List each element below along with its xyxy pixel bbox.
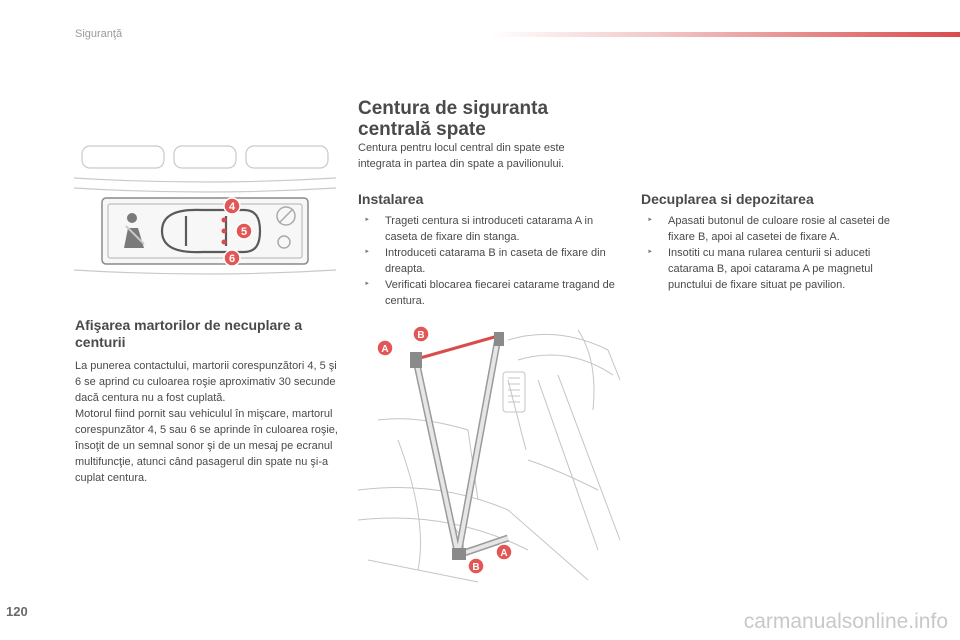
list-item: ‣ Verificati blocarea fiecarei catarame tragand de centura. [358, 277, 620, 309]
overhead-lamp-panel-illustration [74, 140, 336, 290]
callout-upper-b [413, 326, 429, 342]
release-heading: Decuplarea si depozitarea [641, 191, 814, 207]
callout-lower-a [496, 544, 512, 560]
upper-buckle-a [410, 352, 422, 368]
warning-paragraph-1: La punerea contactului, martorii corespunzători 4, 5 şi 6 se aprind cu culoarea roşie aproximativ 30 secunde dacă centura nu a fost cuplată. [75, 360, 337, 404]
intro-text: Centura pentru locul central din spate este integrata in partea din spate a pavilionului. [358, 142, 565, 170]
rear-seatbelt-illustration [358, 320, 620, 586]
warning-paragraph-2: Motorul fiind pornit sau vehiculul în mişcare, martorul corespunzător 4, 5 sau 6 se aprinde în culoarea roşie, însoţit de un semnal sonor şi de un mesaj pe ecranul multifuncţie, atunci când pasagerul din spate nu şi-a cuplat centura. [75, 408, 338, 484]
list-item: ‣ Insotiti cu mana rularea centurii si aduceti catarama B, apoi catarama A pe magnetul punctului de fixare situat pe pavilion. [641, 245, 903, 293]
magnet-link-line [420, 336, 498, 358]
callout-upper-a [377, 340, 393, 356]
upper-buckle-b [494, 332, 504, 346]
section-label: Siguranţă [75, 28, 123, 40]
svg-text:4: 4 [228, 201, 236, 213]
svg-text:5: 5 [240, 226, 248, 238]
install-heading: Instalarea [358, 191, 424, 207]
release-steps-list [641, 213, 903, 293]
install-steps-list [358, 213, 620, 309]
lower-buckle [452, 548, 466, 560]
callout-lamp-5 [236, 223, 252, 239]
page-number: 120 [6, 604, 28, 619]
svg-text:B: B [472, 562, 480, 573]
header-accent-bar [490, 32, 960, 37]
warning-lamps-text [75, 358, 339, 486]
list-item: ‣ Apasati butonul de culoare rosie al casetei de fixare B, apoi al casetei de fixare A. [641, 213, 903, 245]
svg-text:B: B [417, 330, 425, 341]
title-line-2: centrală spate [358, 119, 486, 140]
title-line-1: Centura de siguranta [358, 98, 549, 119]
warning-lamp-dots [222, 218, 227, 245]
callout-lamp-6 [224, 250, 240, 266]
svg-text:A: A [500, 548, 508, 559]
svg-text:6: 6 [228, 253, 236, 265]
svg-text:A: A [381, 344, 389, 355]
list-item: ‣ Introduceti catarama B in caseta de fixare din dreapta. [358, 245, 620, 277]
warning-lamps-heading: Afişarea martorilor de necuplare a centurii [75, 317, 303, 350]
callout-lower-b [468, 558, 484, 574]
watermark: carmanualsonline.info [743, 610, 948, 633]
callout-lamp-4 [224, 198, 240, 214]
list-item: ‣ Trageti centura si introduceti catarama A in caseta de fixare din stanga. [358, 213, 620, 245]
page-title [358, 98, 548, 140]
